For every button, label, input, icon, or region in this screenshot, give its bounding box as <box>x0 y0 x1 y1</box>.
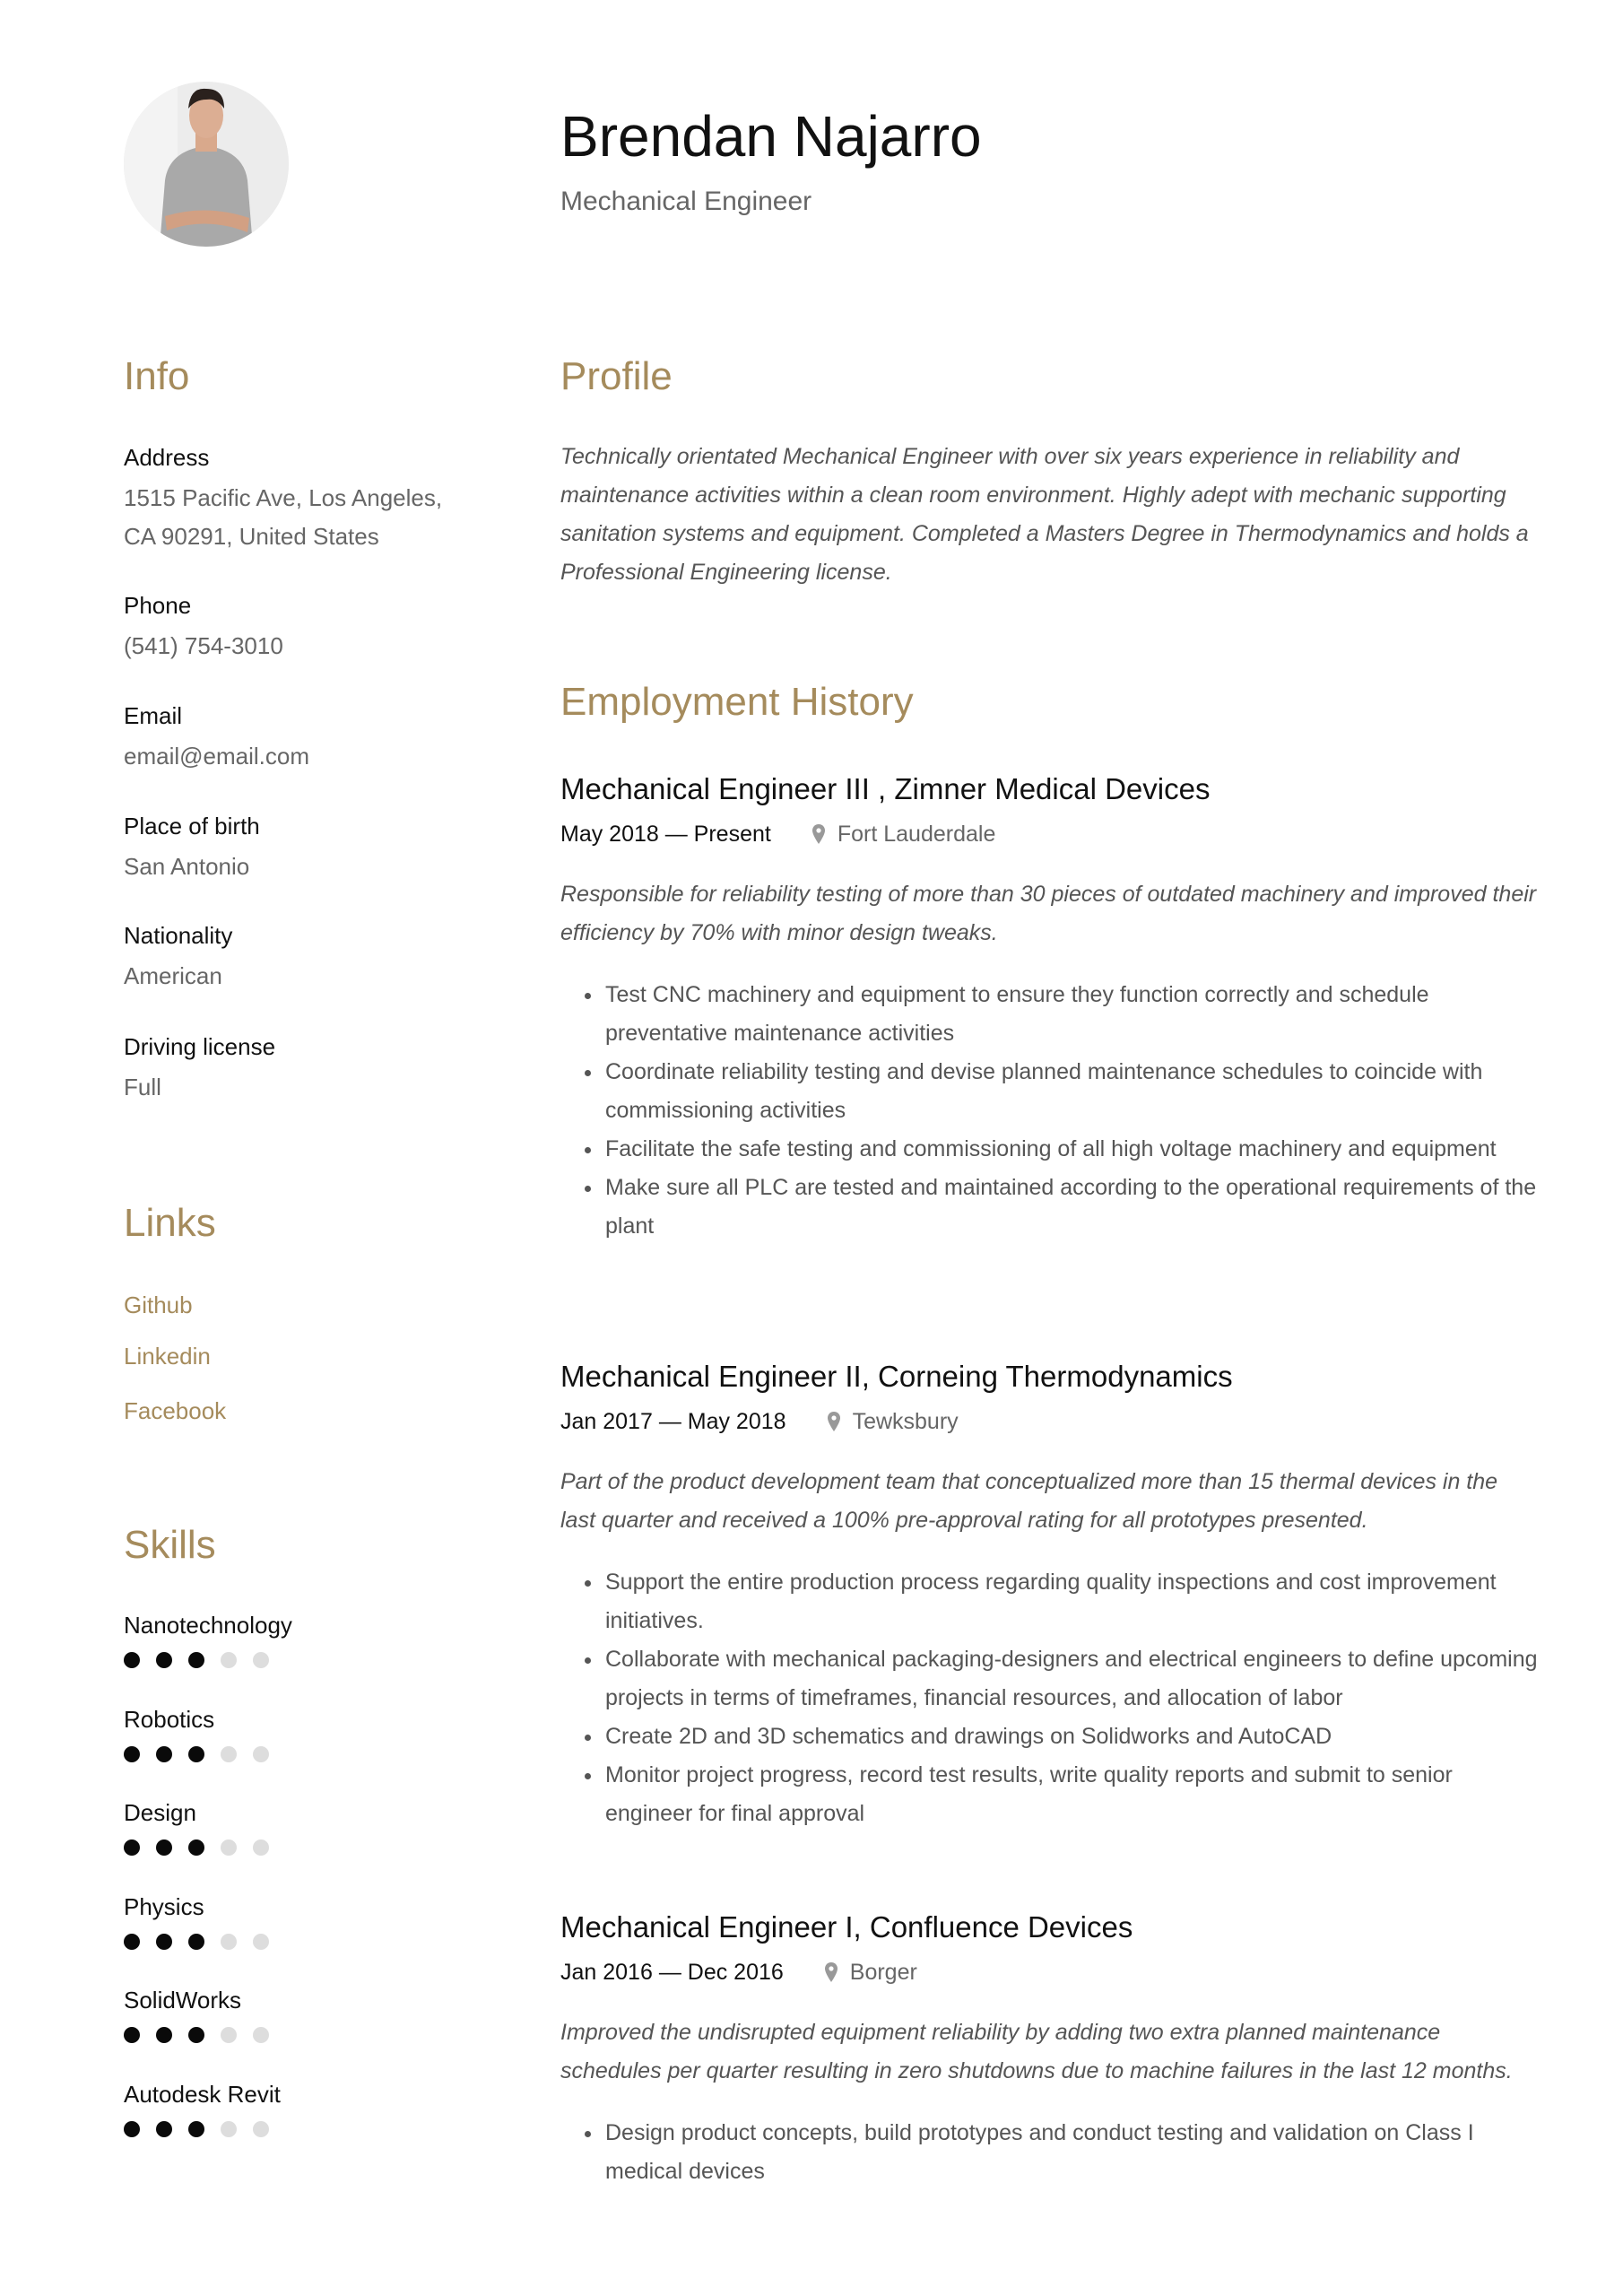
job-bullet: • Create 2D and 3D schematics and drawings on Solidworks and AutoCAD <box>603 1718 1538 1756</box>
job-location-text: Tewksbury <box>852 1409 959 1434</box>
skill-dot-filled <box>188 1934 204 1950</box>
job-bullet: • Monitor project progress, record test results, write quality reports and submit to senior engineer for final approval <box>603 1756 1538 1833</box>
info-label: Driving license <box>124 1033 276 1060</box>
skill-dot-empty <box>221 2121 237 2137</box>
job-description: Responsible for reliability testing of more than 30 pieces of outdated machinery and improved their efficiency by 70% with minor design tweaks. <box>560 882 1537 945</box>
skill-dot-empty <box>221 1746 237 1762</box>
link-github[interactable]: Github <box>124 1292 193 1318</box>
profile-heading: Profile <box>560 354 673 398</box>
info-list <box>124 0 482 1166</box>
skill-item <box>124 1982 269 2043</box>
location-pin-icon <box>823 1961 839 1983</box>
skill-dot-empty <box>253 2027 269 2043</box>
job-location <box>811 816 996 852</box>
info-phone <box>124 587 500 665</box>
skill-dot-empty <box>253 1652 269 1668</box>
info-value: Full <box>124 1074 161 1100</box>
job-bullet: • Facilitate the safe testing and commissioning of all high voltage machinery and equipment <box>603 1130 1538 1169</box>
skill-dot-filled <box>124 1839 140 1856</box>
skill-rating <box>124 2121 281 2137</box>
info-value: American <box>124 962 222 989</box>
skill-dot-filled <box>156 1652 172 1668</box>
job-description: Part of the product development team that conceptualized more than 15 thermal devices in the last quarter and received a 100% pre-approval rating for all prototypes presented. <box>560 1469 1498 1533</box>
job-title: Mechanical Engineer I, Confluence Devices <box>560 1910 1133 1944</box>
job-meta <box>560 1404 1538 1439</box>
skill-dot-empty <box>221 1934 237 1950</box>
job-bullet: • Make sure all PLC are tested and maintained according to the operational requirements of the plant <box>603 1169 1538 1246</box>
info-label: Phone <box>124 592 192 619</box>
job-entry <box>560 770 1538 1246</box>
skill-dot-filled <box>188 2121 204 2137</box>
location-pin-icon <box>811 823 827 845</box>
skill-rating <box>124 1746 269 1762</box>
skill-dot-filled <box>124 1652 140 1668</box>
link-facebook[interactable]: Facebook <box>124 1397 227 1424</box>
skill-dot-filled <box>156 1934 172 1950</box>
job-bullet: • Support the entire production process regarding quality inspections and cost improvement initiatives. <box>603 1563 1538 1640</box>
skill-dot-filled <box>188 1746 204 1762</box>
link-linkedin[interactable]: Linkedin <box>124 1343 211 1370</box>
skill-dot-empty <box>253 1839 269 1856</box>
skill-name: Nanotechnology <box>124 1612 292 1639</box>
skill-dot-filled <box>188 1652 204 1668</box>
skill-dot-empty <box>221 1839 237 1856</box>
skill-dot-filled <box>156 1746 172 1762</box>
job-location-text: Borger <box>849 1960 917 1985</box>
skill-dot-filled <box>156 2121 172 2137</box>
job-meta <box>560 1954 1538 1990</box>
job-dates: Jan 2017 — May 2018 <box>560 1409 786 1434</box>
info-value: San Antonio <box>124 853 250 880</box>
skill-item <box>124 1701 269 1762</box>
employment-heading-wrap <box>560 677 1538 727</box>
job-bullet: • Coordinate reliability testing and devise planned maintenance schedules to coincide with commissioning activities <box>603 1053 1538 1130</box>
job-location <box>826 1404 959 1439</box>
info-value: email@email.com <box>124 743 309 770</box>
info-address <box>124 439 500 556</box>
skill-name: Robotics <box>124 1705 215 1733</box>
skill-item <box>124 2076 281 2137</box>
skill-item <box>124 1795 269 1856</box>
job-bullets <box>560 1563 1538 1833</box>
skill-item <box>124 1607 292 1668</box>
skill-dot-filled <box>156 1839 172 1856</box>
skill-name: Autodesk Revit <box>124 2080 281 2108</box>
job-bullet: • Design product concepts, build prototypes and conduct testing and validation on Class I medical devices <box>603 2114 1538 2191</box>
skill-rating <box>124 1839 269 1856</box>
skill-dot-filled <box>124 1746 140 1762</box>
profile-section <box>560 352 1538 592</box>
employment-heading: Employment History <box>560 680 914 724</box>
skills-heading: Skills <box>124 1523 216 1567</box>
skill-dot-filled <box>188 1839 204 1856</box>
skill-dot-empty <box>221 2027 237 2043</box>
info-heading: Info <box>124 354 190 398</box>
links-section <box>124 1198 482 1449</box>
info-label: Place of birth <box>124 813 260 839</box>
location-pin-icon <box>826 1411 842 1432</box>
skill-name: Design <box>124 1799 196 1826</box>
skill-rating <box>124 1652 292 1668</box>
skill-name: Physics <box>124 1892 204 1920</box>
info-nationality <box>124 918 500 996</box>
info-label: Nationality <box>124 922 233 949</box>
links-heading: Links <box>124 1201 216 1245</box>
skill-item <box>124 1889 269 1950</box>
job-title: Mechanical Engineer II, Corneing Thermodynamics <box>560 1360 1233 1393</box>
skill-dot-empty <box>221 1652 237 1668</box>
skill-dot-filled <box>156 2027 172 2043</box>
job-entry <box>560 1357 1538 1833</box>
job-bullet: • Test CNC machinery and equipment to ensure they function correctly and schedule preventative maintenance activities <box>603 976 1538 1053</box>
skill-dot-empty <box>253 1934 269 1950</box>
skill-dot-filled <box>124 1934 140 1950</box>
skill-rating <box>124 1934 269 1950</box>
job-title: Mechanical Engineer III , Zimner Medical Devices <box>560 772 1211 805</box>
job-description: Improved the undisrupted equipment reliability by adding two extra planned maintenance schedules per quarter resulting in zero shutdowns due to machine failures in the last 12 months. <box>560 2020 1513 2083</box>
info-value: (541) 754-3010 <box>124 632 283 659</box>
skill-dot-filled <box>124 2027 140 2043</box>
job-meta <box>560 816 1538 852</box>
job-location <box>823 1954 917 1990</box>
skill-dot-filled <box>188 2027 204 2043</box>
info-email <box>124 698 500 776</box>
info-value: CA 90291, United States <box>124 523 379 550</box>
info-value: 1515 Pacific Ave, Los Angeles, <box>124 484 443 511</box>
skill-dot-empty <box>253 2121 269 2137</box>
skill-rating <box>124 2027 269 2043</box>
info-label: Address <box>124 444 210 471</box>
job-dates: Jan 2016 — Dec 2016 <box>560 1960 784 1985</box>
job-bullets <box>560 976 1538 1246</box>
job-bullet: • Collaborate with mechanical packaging-designers and electrical engineers to define upcoming projects in terms of timeframes, financial resources, and allocation of labor <box>603 1640 1538 1718</box>
profile-summary: Technically orientated Mechanical Engineer with over six years experience in reliability and maintenance activities within a clean room environment. Highly adept with mechanic supporting sanitation systems and equipment. Completed a Masters Degree in Thermodynamics and holds a Professional Engineering license. <box>560 444 1529 585</box>
candidate-name: Brendan Najarro <box>560 104 982 169</box>
job-dates: May 2018 — Present <box>560 822 771 847</box>
job-location-text: Fort Lauderdale <box>837 822 996 847</box>
job-bullets <box>560 2114 1538 2191</box>
info-label: Email <box>124 702 183 729</box>
job-entry <box>560 1908 1538 2191</box>
skill-dot-empty <box>253 1746 269 1762</box>
skill-dot-filled <box>124 2121 140 2137</box>
candidate-title: Mechanical Engineer <box>560 187 812 216</box>
skill-name: SolidWorks <box>124 1987 242 2013</box>
info-driving-license <box>124 1029 500 1107</box>
skills-section <box>124 1520 482 2148</box>
info-place-of-birth <box>124 808 500 886</box>
